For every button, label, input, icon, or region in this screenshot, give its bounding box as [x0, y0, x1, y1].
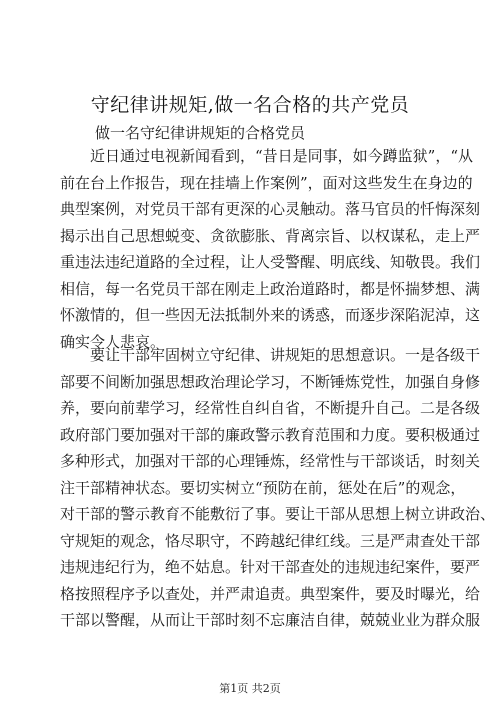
paragraph-line: 要让干部牢固树立守纪律、讲规矩的思想意识。一是各级干	[60, 346, 481, 364]
paragraph-2	[60, 342, 496, 634]
paragraph-line: 相信，每一名党员干部在刚走上政治道路时，都是怀揣梦想、满	[60, 279, 481, 298]
paragraph-line: 多种形式，加强对干部的心理锤炼，经常性与干部谈话，时刻关	[60, 452, 481, 470]
paragraph-line: 违规违纪行为，绝不姑息。针对干部查处的违规违纪案件，要严	[60, 558, 481, 576]
paragraph-line: 前在台上作报告，现在挂墙上作案例”，面对这些发生在身边的	[60, 173, 473, 192]
paragraph-line: 典型案例，对党员干部有更深的心灵触动。落马官员的忏悔深刻	[60, 200, 481, 218]
paragraph-line: 重违法违纪道路的全过程，让人受警醒、明底线、知敬畏。我们	[60, 253, 481, 271]
paragraph-line: 部要不间断加强思想政治理论学习，不断锤炼党性，加强自身修	[60, 372, 481, 391]
paragraph-line: 格按照程序予以查处，并严肃追责。典型案件，要及时曝光，给	[60, 584, 481, 603]
document-subtitle: 做一名守纪律讲规矩的合格党员	[95, 124, 306, 142]
document-title: 守纪律讲规矩,做一名合格的共产党员	[90, 94, 410, 116]
paragraph-line: 确实令人悲哀。	[60, 332, 166, 351]
paragraph-line: 养，要向前辈学习，经常性自纠自省，不断提升自己。二是各级	[60, 399, 481, 417]
paragraph-line: 干部以警醒，从而让干部时刻不忘廉洁自律，兢兢业业为群众服	[60, 611, 481, 629]
paragraph-line: 注干部精神状态。要切实树立“预防在前，惩处在后”的观念，	[60, 478, 466, 497]
paragraph-line: 揭示出自己思想蜕变、贪欲膨胀、背离宗旨、以权谋私，走上严	[60, 226, 481, 245]
paragraph-line: 守规矩的观念，恪尽职守，不跨越纪律红线。三是严肃查处干部	[60, 531, 481, 550]
page-number-footer: 第1页 共2页	[219, 682, 281, 695]
paragraph-line: 对干部的警示教育不能敷衍了事。要让干部从思想上树立讲政治、	[60, 505, 496, 523]
paragraph-line: 怀激情的，但一些因无法抵制外来的诱惑，而逐步深陷泥淖，这	[60, 306, 481, 324]
paragraph-line: 政府部门要加强对干部的廉政警示教育范围和力度。要积极通过	[60, 425, 481, 444]
paragraph-line: 近日通过电视新闻看到，“昔日是同事，如今蹲监狱”，“从	[60, 147, 474, 165]
